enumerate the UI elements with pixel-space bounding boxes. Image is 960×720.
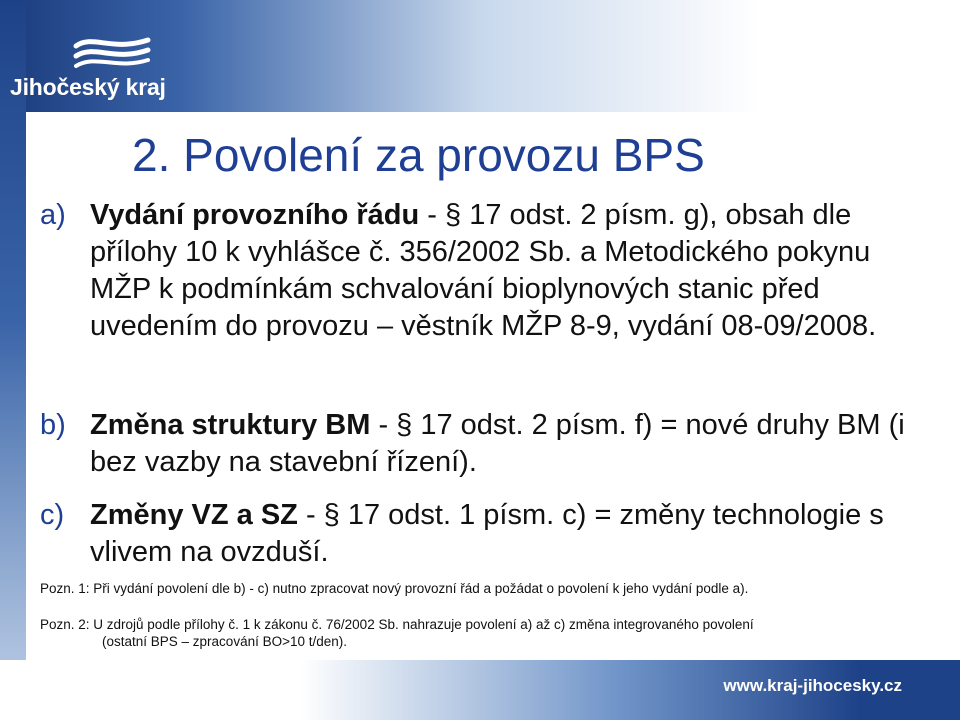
item-marker: b) <box>40 409 66 441</box>
item-text: - § 17 odst. 2 písm. g), obsah dle přílohy 10 k vyhlášce č. 356/2002 Sb. a Metodického pokynu MŽP k podmínkám schvalování bioplynových stanic před uvedením do provozu – věstník MŽP 8-9, vydání 08-09/2008. <box>90 199 877 342</box>
note-1: Pozn. 1: Při vydání povolení dle b) - c) nutno zpracovat nový provozní řád a požádat o povolení k jeho vydání podle a). <box>40 581 749 596</box>
item-heading: Změna struktury BM <box>90 409 371 441</box>
note-2: Pozn. 2: U zdrojů podle přílohy č. 1 k zákonu č. 76/2002 Sb. nahrazuje povolení a) až c) změna integrovaného povolení <box>40 617 754 632</box>
list-item-b <box>40 407 920 481</box>
list-item-c <box>40 497 920 571</box>
item-marker: a) <box>40 199 66 231</box>
logo <box>10 36 180 104</box>
slide-title: 2. Povolení za provozu BPS <box>132 129 705 181</box>
item-text: - § 17 odst. 2 písm. f) = nové druhy BM (i bez vazby na stavební řízení). <box>90 409 905 478</box>
note-2-continuation: (ostatní BPS – zpracování BO>10 t/den). <box>102 634 348 649</box>
item-heading: Změny VZ a SZ <box>90 499 298 531</box>
list-item-a <box>40 197 920 345</box>
item-marker: c) <box>40 499 65 531</box>
left-band <box>0 0 26 720</box>
item-text: - § 17 odst. 1 písm. c) = změny technologie s vlivem na ovzduší. <box>90 499 884 568</box>
wave-lines-icon <box>72 36 152 70</box>
website-link[interactable]: www.kraj-jihocesky.cz <box>723 676 902 695</box>
logo-text: Jihočeský kraj <box>10 74 166 100</box>
item-heading: Vydání provozního řádu <box>90 199 420 231</box>
